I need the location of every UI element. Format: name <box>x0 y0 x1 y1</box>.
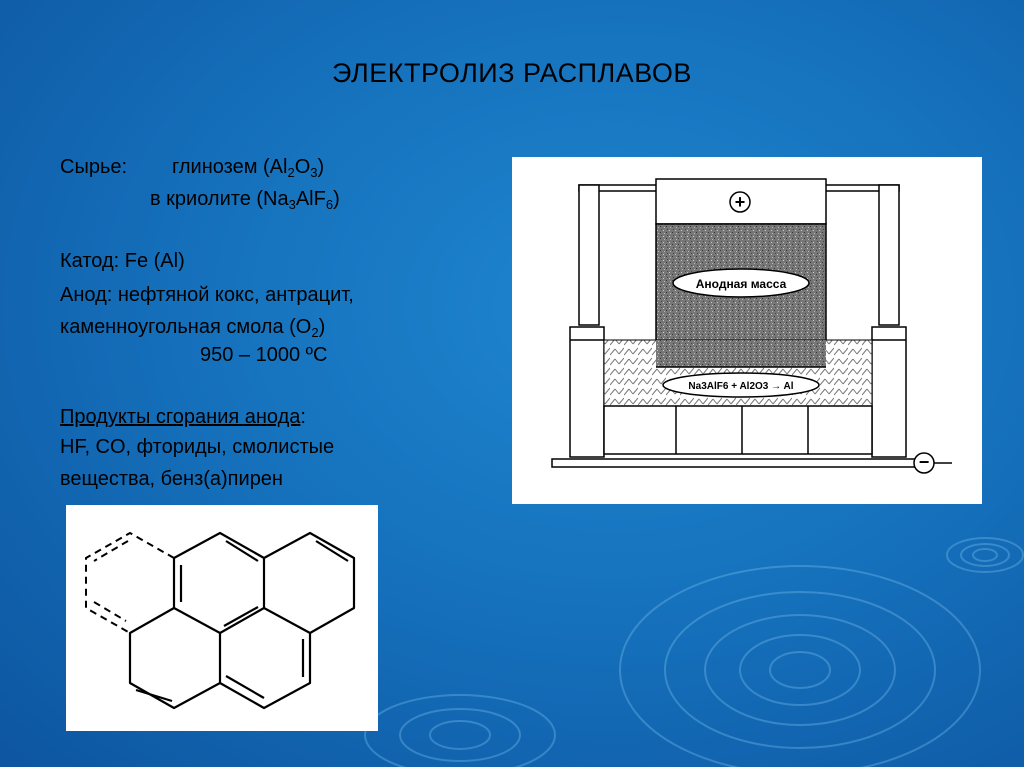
minus-symbol: − <box>918 452 930 472</box>
raw-material-alumina: глинозем $(Al_2O_3)$ <box>172 156 325 180</box>
slide-title: ЭЛЕКТРОЛИЗ РАСПЛАВОВ <box>332 58 692 88</box>
right-wall <box>872 327 906 457</box>
cathode-line: Катод: Fe (Al) <box>60 250 185 272</box>
products-heading: Продукты сгорания анода: <box>60 406 306 428</box>
plus-symbol: + <box>734 192 746 212</box>
left-wall <box>570 327 604 457</box>
raw-material-cryolite: в криолите $(Na_3AlF_6)$ <box>150 188 340 212</box>
right-support <box>879 185 899 325</box>
reaction-label: Na3AlF6 + Al2O3 → Al <box>688 381 794 392</box>
pitch-line: каменноугольная смола $(O_2)$ <box>60 316 326 340</box>
cathode-blocks <box>604 406 872 454</box>
cathode-base <box>552 459 932 467</box>
temperature-line: 950 – 1000 ºC <box>200 344 328 366</box>
products-line-1: HF, CO, фториды, смолистые <box>60 436 335 458</box>
left-support <box>579 185 599 325</box>
electrolysis-cell-diagram <box>512 157 982 504</box>
raw-label: Сырье: <box>60 156 128 178</box>
products-line-2: вещества, бенз(а)пирен <box>60 468 283 490</box>
anode-mass-label: Анодная масса <box>695 277 787 291</box>
benzopyrene-structure <box>66 505 378 731</box>
anode-line: Анод: нефтяной кокс, антрацит, <box>60 284 354 306</box>
